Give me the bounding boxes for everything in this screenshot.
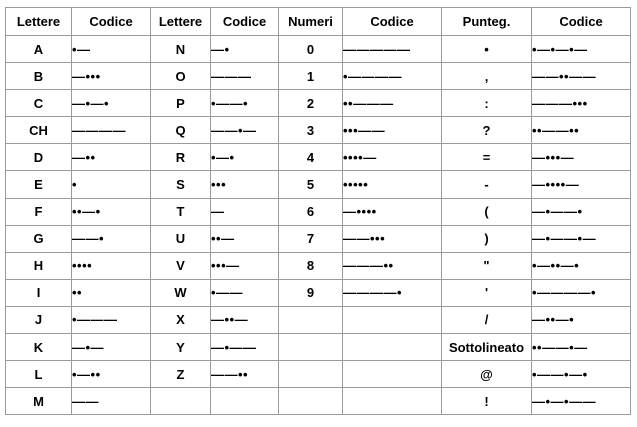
punctuation-cell: :: [442, 90, 532, 117]
number-cell: 8: [279, 252, 343, 279]
letter-code-cell: ——•: [72, 225, 151, 252]
table-row: [6, 252, 631, 279]
letter-cell: N: [151, 36, 211, 63]
punctuation-cell: ": [442, 252, 532, 279]
number-code-cell: [343, 388, 442, 415]
letter-code-cell: —•: [211, 36, 279, 63]
punctuation-code-cell: •—••—•: [532, 252, 631, 279]
number-cell: [279, 361, 343, 388]
table-row: [6, 225, 631, 252]
punctuation-cell: =: [442, 144, 532, 171]
letter-cell: W: [151, 279, 211, 306]
number-cell: 5: [279, 171, 343, 198]
letter-code-cell: —•—: [72, 334, 151, 361]
number-code-cell: ———••: [343, 252, 442, 279]
header-lettere: Lettere: [151, 8, 211, 36]
letter-code-cell: ———: [211, 63, 279, 90]
header-codice: Codice: [532, 8, 631, 36]
letter-cell: X: [151, 306, 211, 333]
punctuation-code-cell: —••—•: [532, 306, 631, 333]
letter-code-cell: —••—: [211, 306, 279, 333]
punctuation-cell: /: [442, 306, 532, 333]
punctuation-cell: •: [442, 36, 532, 63]
punctuation-code-cell: ———•••: [532, 90, 631, 117]
punctuation-code-cell: •————•: [532, 279, 631, 306]
table-row: [6, 36, 631, 63]
table-row: [6, 334, 631, 361]
letter-code-cell: •—••: [72, 361, 151, 388]
punctuation-code-cell: —•—•——: [532, 388, 631, 415]
number-cell: 0: [279, 36, 343, 63]
header-codice: Codice: [343, 8, 442, 36]
number-code-cell: [343, 361, 442, 388]
number-code-cell: ——•••: [343, 225, 442, 252]
letter-code-cell: —••: [72, 144, 151, 171]
number-cell: 6: [279, 198, 343, 225]
punctuation-code-cell: —••••—: [532, 171, 631, 198]
punctuation-code-cell: •——•—•: [532, 361, 631, 388]
letter-cell: T: [151, 198, 211, 225]
punctuation-code-cell: ••——•—: [532, 334, 631, 361]
letter-code-cell: •••—: [211, 252, 279, 279]
number-code-cell: •————: [343, 63, 442, 90]
number-cell: [279, 334, 343, 361]
number-code-cell: ••———: [343, 90, 442, 117]
punctuation-cell: Sottolineato: [442, 334, 532, 361]
letter-cell: L: [6, 361, 72, 388]
punctuation-code-cell: ——••——: [532, 63, 631, 90]
table-body: [6, 36, 631, 415]
header-codice: Codice: [72, 8, 151, 36]
number-cell: 9: [279, 279, 343, 306]
number-cell: [279, 388, 343, 415]
punctuation-cell: ': [442, 279, 532, 306]
letter-code-cell: •—•: [211, 144, 279, 171]
letter-cell: V: [151, 252, 211, 279]
table-row: [6, 171, 631, 198]
letter-cell: G: [6, 225, 72, 252]
letter-cell: U: [151, 225, 211, 252]
table-row: [6, 361, 631, 388]
letter-cell: A: [6, 36, 72, 63]
letter-code-cell: ••—•: [72, 198, 151, 225]
punctuation-code-cell: ••——••: [532, 117, 631, 144]
letter-code-cell: •••: [211, 171, 279, 198]
letter-cell: R: [151, 144, 211, 171]
number-code-cell: [343, 334, 442, 361]
letter-code-cell: •——•: [211, 90, 279, 117]
number-code-cell: [343, 306, 442, 333]
table-row: [6, 144, 631, 171]
header-lettere: Lettere: [6, 8, 72, 36]
header-punteggiatura: Punteg.: [442, 8, 532, 36]
letter-cell: J: [6, 306, 72, 333]
letter-cell: F: [6, 198, 72, 225]
punctuation-cell: ): [442, 225, 532, 252]
table-row: [6, 306, 631, 333]
header-codice: Codice: [211, 8, 279, 36]
table-row: [6, 63, 631, 90]
letter-cell: C: [6, 90, 72, 117]
letter-code-cell: •—: [72, 36, 151, 63]
letter-code-cell: ••: [72, 279, 151, 306]
number-cell: 2: [279, 90, 343, 117]
letter-code-cell: —•——: [211, 334, 279, 361]
table-row: [6, 279, 631, 306]
letter-cell: M: [6, 388, 72, 415]
letter-code-cell: •——: [211, 279, 279, 306]
punctuation-cell: !: [442, 388, 532, 415]
punctuation-cell: ,: [442, 63, 532, 90]
letter-cell: E: [6, 171, 72, 198]
morse-code-table: [5, 7, 631, 415]
letter-code-cell: ——••: [211, 361, 279, 388]
letter-cell: Z: [151, 361, 211, 388]
table-row: [6, 198, 631, 225]
number-cell: 4: [279, 144, 343, 171]
letter-cell: S: [151, 171, 211, 198]
letter-code-cell: —•••: [72, 63, 151, 90]
number-code-cell: ————•: [343, 279, 442, 306]
punctuation-code-cell: —•••—: [532, 144, 631, 171]
letter-cell: H: [6, 252, 72, 279]
table-row: [6, 90, 631, 117]
letter-cell: Y: [151, 334, 211, 361]
letter-cell: B: [6, 63, 72, 90]
letter-code-cell: —: [211, 198, 279, 225]
letter-code-cell: ——: [72, 388, 151, 415]
punctuation-cell: @: [442, 361, 532, 388]
letter-code-cell: ••—: [211, 225, 279, 252]
number-cell: 7: [279, 225, 343, 252]
letter-cell: O: [151, 63, 211, 90]
letter-code-cell: ••••: [72, 252, 151, 279]
number-code-cell: —————: [343, 36, 442, 63]
number-code-cell: —••••: [343, 198, 442, 225]
letter-code-cell: •: [72, 171, 151, 198]
punctuation-code-cell: —•——•: [532, 198, 631, 225]
letter-code-cell: ————: [72, 117, 151, 144]
letter-cell: K: [6, 334, 72, 361]
number-code-cell: ••••—: [343, 144, 442, 171]
punctuation-code-cell: •—•—•—: [532, 36, 631, 63]
table-row: [6, 117, 631, 144]
header-numeri: Numeri: [279, 8, 343, 36]
letter-cell: I: [6, 279, 72, 306]
number-code-cell: •••——: [343, 117, 442, 144]
number-code-cell: •••••: [343, 171, 442, 198]
letter-cell: Q: [151, 117, 211, 144]
letter-code-cell: [211, 388, 279, 415]
letter-cell: D: [6, 144, 72, 171]
letter-cell: CH: [6, 117, 72, 144]
header-row: [6, 8, 631, 36]
table-row: [6, 388, 631, 415]
number-cell: 3: [279, 117, 343, 144]
punctuation-cell: -: [442, 171, 532, 198]
letter-cell: [151, 388, 211, 415]
punctuation-cell: (: [442, 198, 532, 225]
letter-cell: P: [151, 90, 211, 117]
letter-code-cell: •———: [72, 306, 151, 333]
number-cell: 1: [279, 63, 343, 90]
punctuation-cell: ?: [442, 117, 532, 144]
punctuation-code-cell: —•——•—: [532, 225, 631, 252]
letter-code-cell: ——•—: [211, 117, 279, 144]
number-cell: [279, 306, 343, 333]
letter-code-cell: —•—•: [72, 90, 151, 117]
